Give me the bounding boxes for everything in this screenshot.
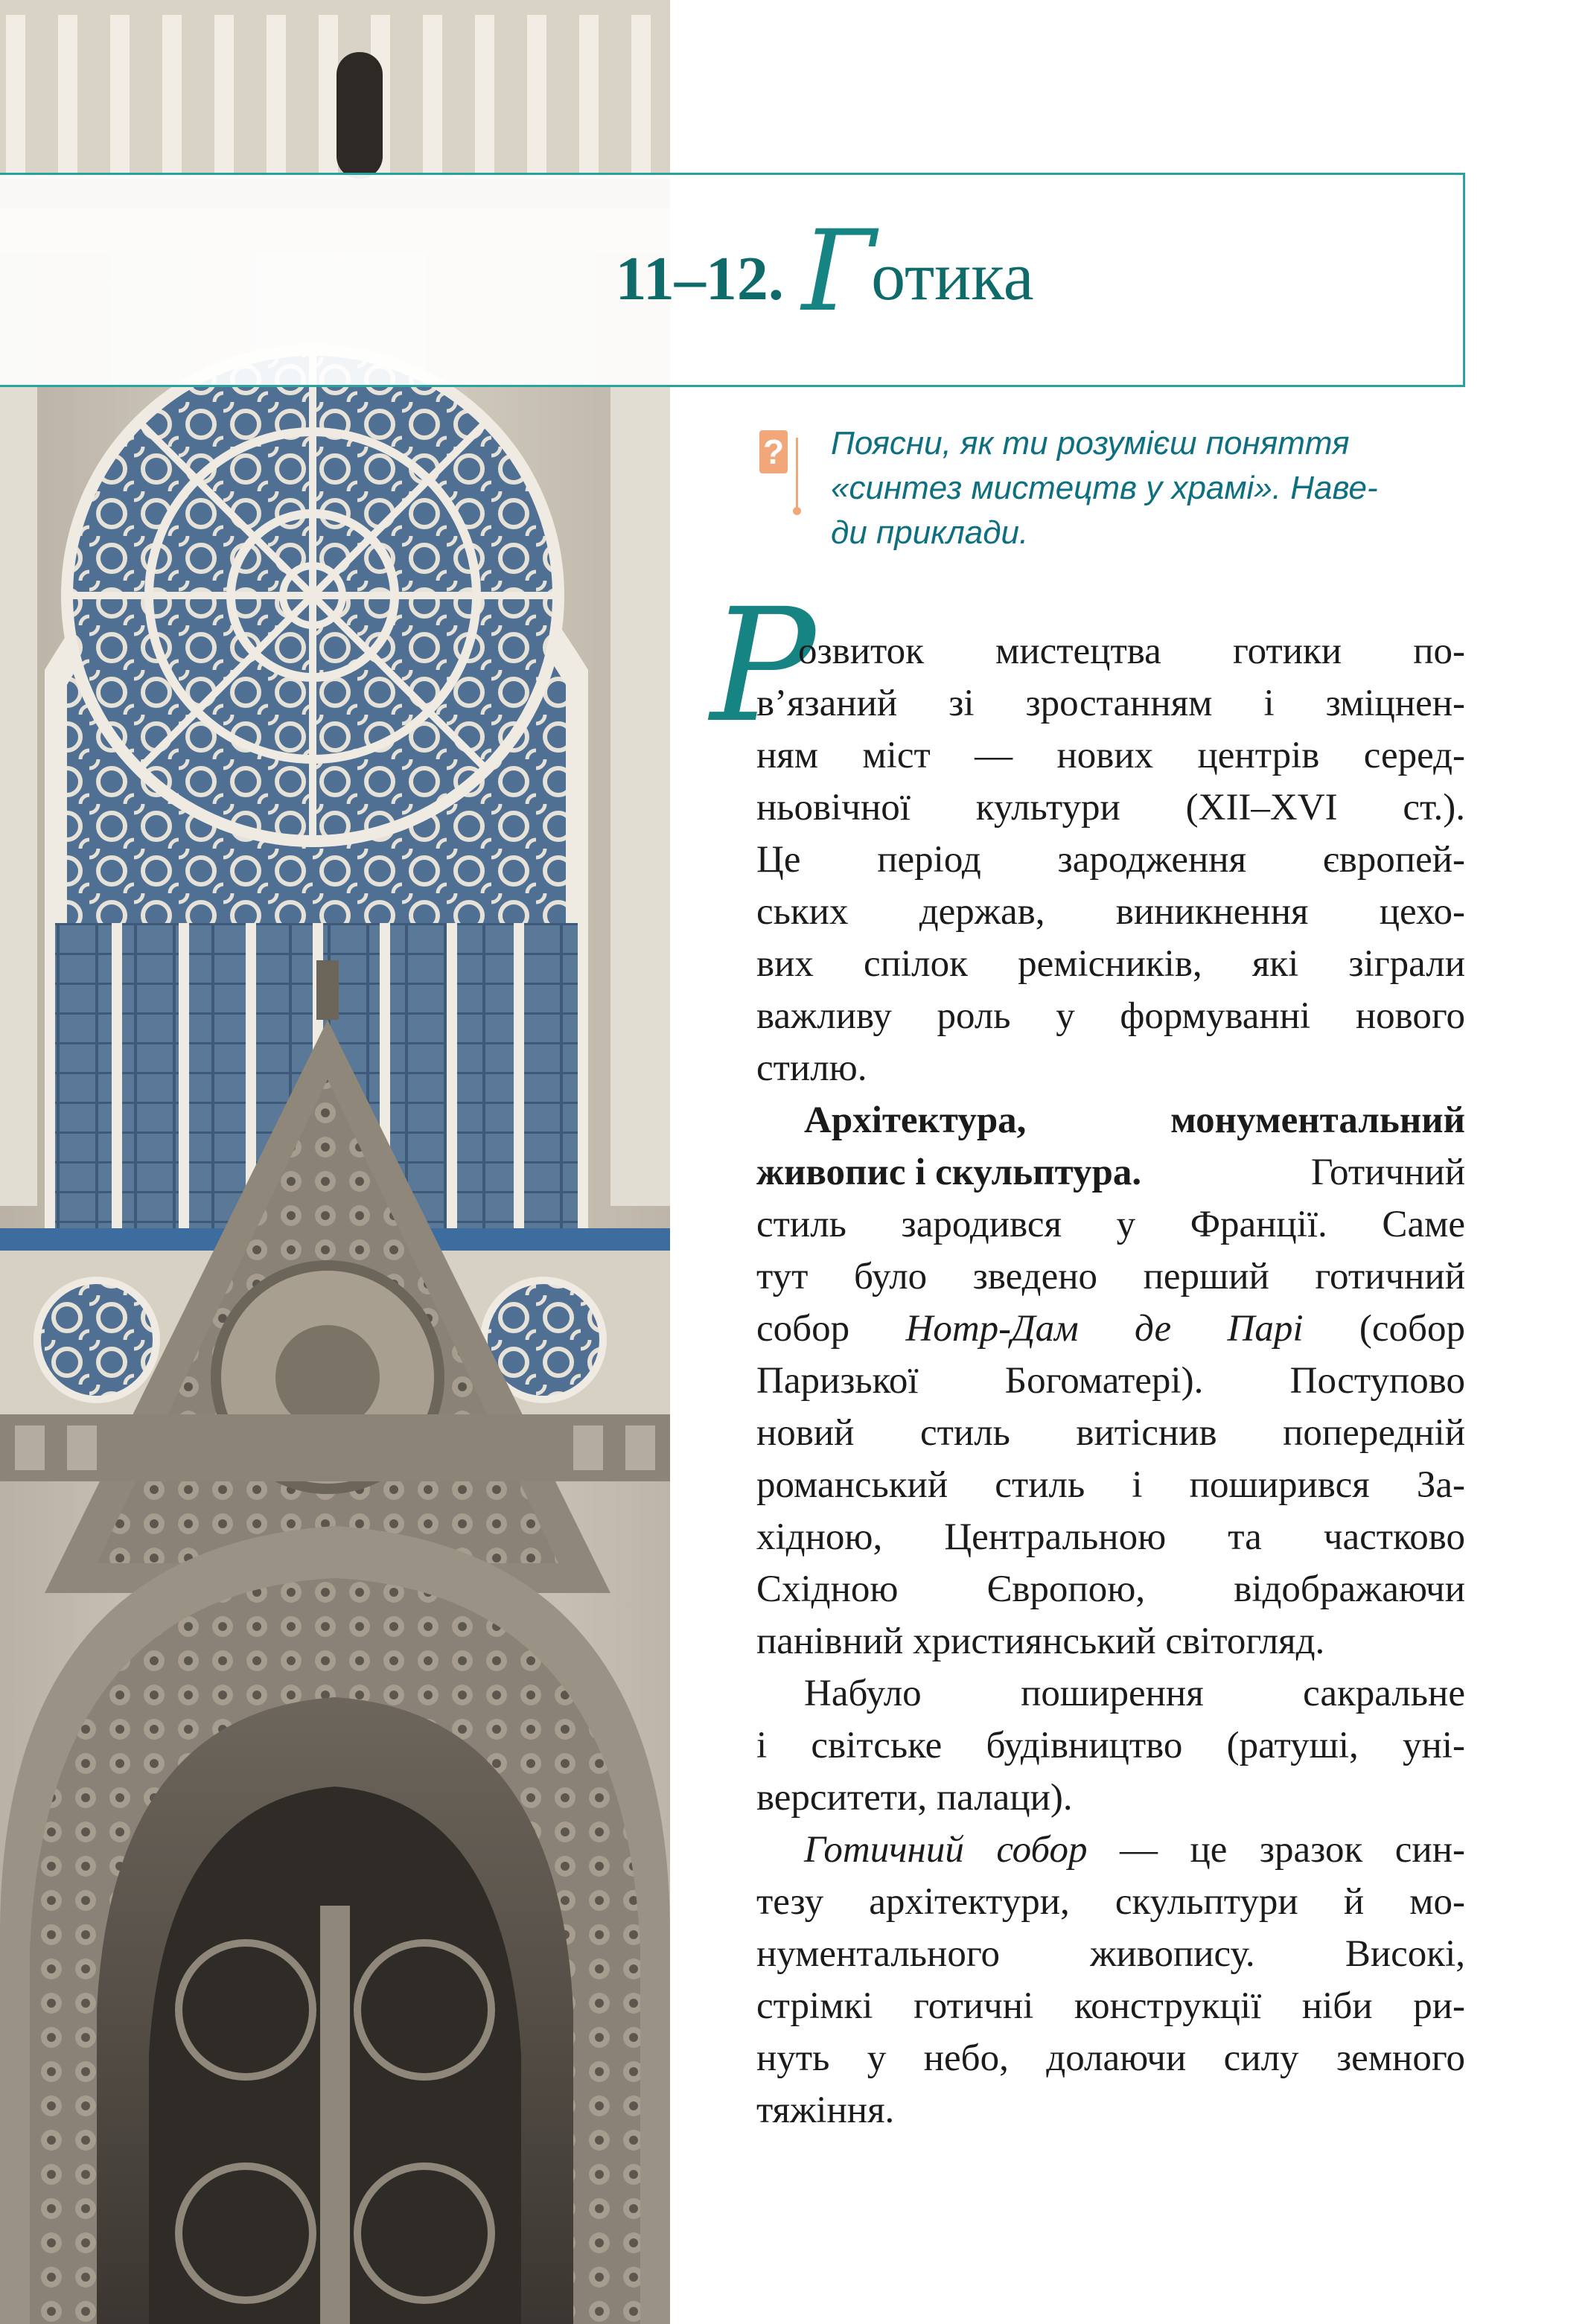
text-line: тезу архітектури, скульптури й мо- [756, 1881, 1465, 1923]
text-line: Паризької Богоматері). Поступово [756, 1360, 1465, 1402]
text-line [756, 1303, 1465, 1355]
text-line [804, 1094, 1465, 1146]
title-initial: Г [801, 207, 876, 336]
text-line: тут було зведено перший готичний [756, 1256, 1465, 1297]
text-line: ням міст — нових центрів серед- [756, 735, 1465, 776]
text-span: — це зразок син- [1120, 1829, 1466, 1871]
text-line: вих спілок ремісників, які зіграли [756, 943, 1465, 985]
text-line [756, 1146, 1465, 1198]
text-line: озвиток мистецтва готики по- [798, 631, 1465, 672]
title-rest: отика [871, 238, 1034, 314]
question-line: Поясни, як ти розумієш поняття [831, 425, 1350, 462]
text-span: собор [756, 1308, 906, 1350]
text-line: ньовічної культури (XII–XVI ст.). [756, 787, 1465, 829]
question-mark-icon: ? [759, 430, 788, 473]
text-line: стрімкі готичні конструкції ніби ри- [756, 1985, 1465, 2027]
text-line: стиль зародився у Франції. Саме [756, 1204, 1465, 1245]
text-span: Готичний [1311, 1152, 1465, 1193]
text-line: ських держав, виникнення цехо- [756, 891, 1465, 933]
question-marker-line [796, 438, 798, 509]
cathedral-name: Нотр-Дам де Парі [905, 1308, 1304, 1350]
text-line: хідною, Центральною та частково [756, 1516, 1465, 1558]
text-line: і світське будівництво (ратуші, уні- [756, 1725, 1465, 1766]
section-heading: Архітектура, монументальний [804, 1099, 1465, 1141]
lesson-number: 11–12. [615, 244, 784, 313]
section-heading: живопис і скульптура. [756, 1152, 1142, 1193]
text-line [804, 1824, 1465, 1876]
text-line: новий стиль витіснив попередній [756, 1412, 1465, 1454]
text-line: Це період зародження європей- [756, 839, 1465, 881]
title-frame [0, 173, 1465, 387]
text-line: верситети, палаци). [756, 1777, 1073, 1819]
drop-cap: Р [710, 575, 816, 757]
text-line: нуть у небо, долаючи силу земного [756, 2037, 1465, 2079]
text-line: в’язаний зі зростанням і зміцнен- [756, 683, 1465, 724]
text-line: романський стиль і поширився За- [756, 1464, 1465, 1506]
term: Готичний собор [804, 1829, 1088, 1871]
text-span: (собор [1359, 1308, 1465, 1350]
text-line: Набуло поширення сакральне [804, 1673, 1465, 1714]
text-line: тяжіння. [756, 2090, 895, 2131]
question-line: «синтез мистецтв у храмі». Наве- [831, 470, 1378, 506]
page-title [0, 207, 1463, 336]
text-line: важливу роль у формуванні нового [756, 995, 1465, 1037]
text-line: панівний християнський світогляд. [756, 1621, 1325, 1662]
question-line: ди приклади. [831, 514, 1029, 551]
text-line: стилю. [756, 1047, 867, 1089]
text-line: Східною Європою, відображаючи [756, 1568, 1465, 1610]
text-line: нументального живопису. Високі, [756, 1933, 1465, 1975]
question-note [831, 421, 1464, 555]
